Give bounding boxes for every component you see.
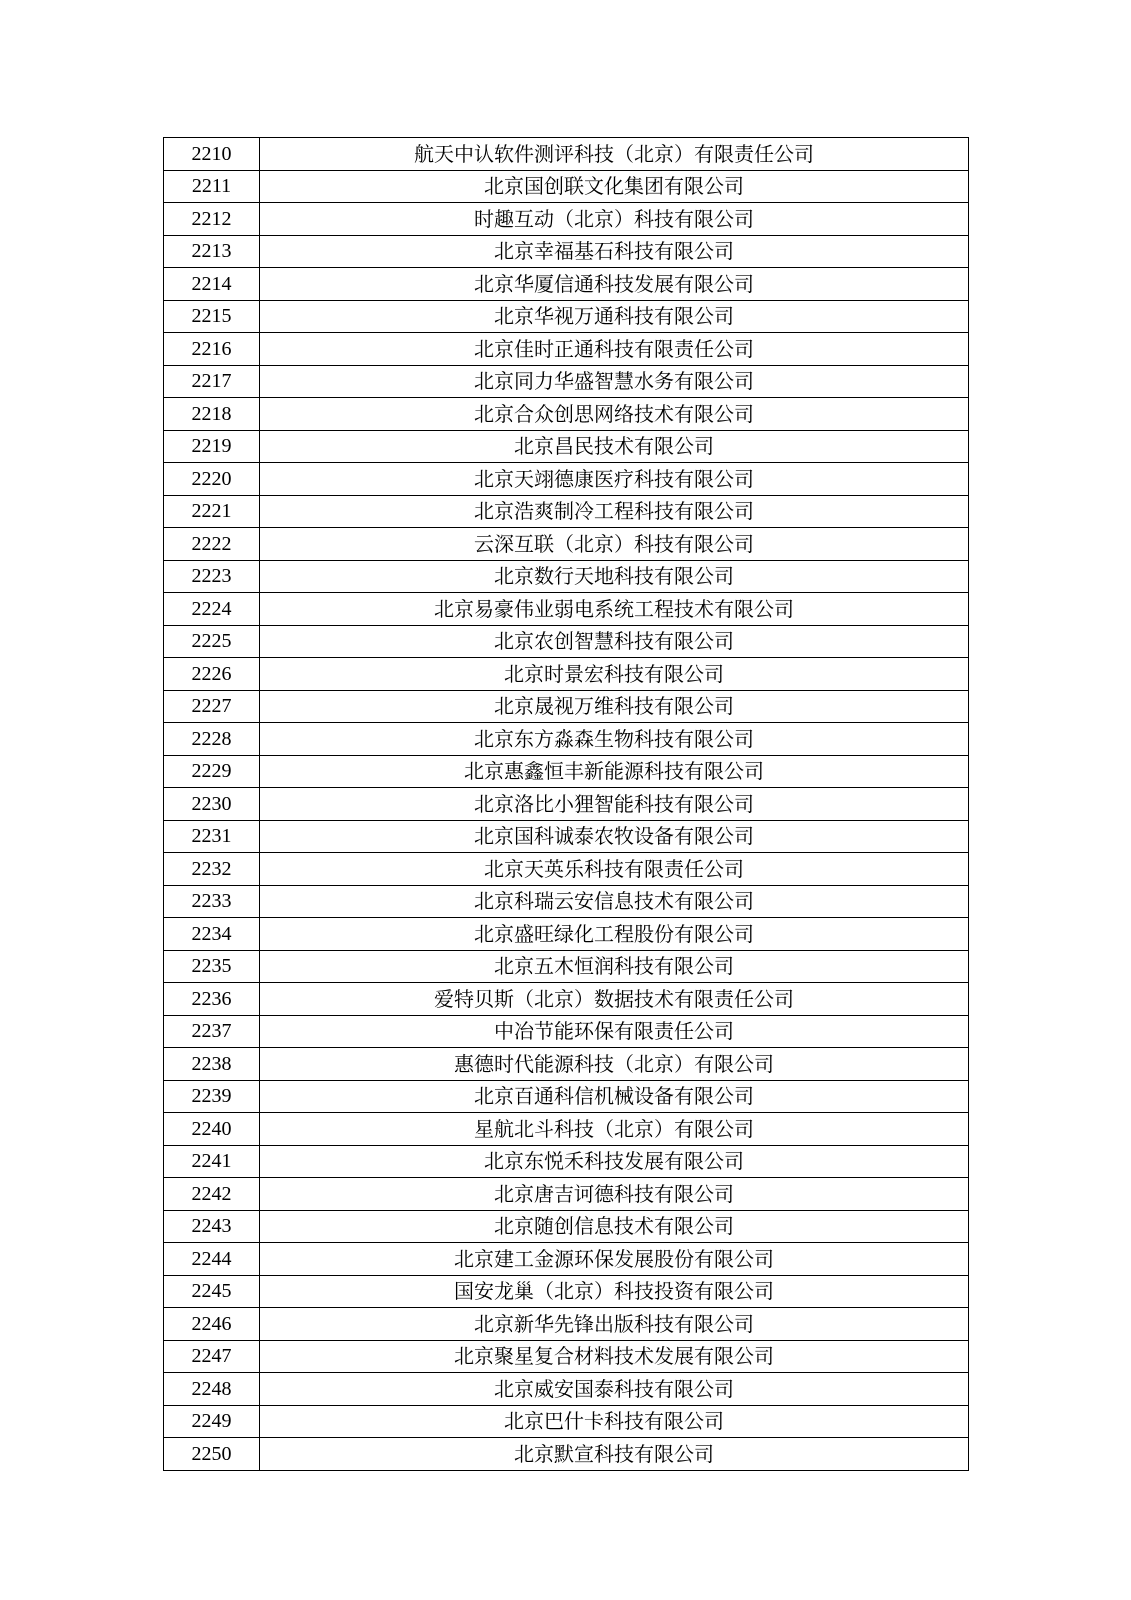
company-name-cell: 北京同力华盛智慧水务有限公司 [260, 365, 969, 398]
table-row [164, 723, 969, 756]
table-row [164, 398, 969, 431]
row-number-cell: 2217 [164, 365, 260, 398]
table-row [164, 365, 969, 398]
company-name-cell: 北京威安国泰科技有限公司 [260, 1373, 969, 1406]
row-number-cell: 2220 [164, 463, 260, 496]
table-row [164, 560, 969, 593]
row-number-cell: 2239 [164, 1080, 260, 1113]
row-number-cell: 2225 [164, 625, 260, 658]
company-name-cell: 北京新华先锋出版科技有限公司 [260, 1308, 969, 1341]
row-number-cell: 2221 [164, 495, 260, 528]
company-name-cell: 北京华厦信通科技发展有限公司 [260, 268, 969, 301]
row-number-cell: 2218 [164, 398, 260, 431]
company-name-cell: 中冶节能环保有限责任公司 [260, 1015, 969, 1048]
table-row [164, 235, 969, 268]
company-name-cell: 北京百通科信机械设备有限公司 [260, 1080, 969, 1113]
table-row [164, 1438, 969, 1471]
company-name-cell: 爱特贝斯（北京）数据技术有限责任公司 [260, 983, 969, 1016]
row-number-cell: 2230 [164, 788, 260, 821]
company-name-cell: 北京国创联文化集团有限公司 [260, 170, 969, 203]
company-name-cell: 北京国科诚泰农牧设备有限公司 [260, 820, 969, 853]
table-row [164, 1275, 969, 1308]
row-number-cell: 2222 [164, 528, 260, 561]
table-row [164, 1080, 969, 1113]
row-number-cell: 2216 [164, 333, 260, 366]
table-row [164, 885, 969, 918]
table-row [164, 1308, 969, 1341]
table-row [164, 203, 969, 236]
company-table [163, 137, 969, 1471]
company-name-cell: 北京默宣科技有限公司 [260, 1438, 969, 1471]
row-number-cell: 2219 [164, 430, 260, 463]
row-number-cell: 2215 [164, 300, 260, 333]
company-name-cell: 北京聚星复合材料技术发展有限公司 [260, 1340, 969, 1373]
company-name-cell: 北京易豪伟业弱电系统工程技术有限公司 [260, 593, 969, 626]
company-name-cell: 北京唐吉诃德科技有限公司 [260, 1178, 969, 1211]
company-name-cell: 北京科瑞云安信息技术有限公司 [260, 885, 969, 918]
row-number-cell: 2212 [164, 203, 260, 236]
table-row [164, 333, 969, 366]
company-name-cell: 北京幸福基石科技有限公司 [260, 235, 969, 268]
row-number-cell: 2249 [164, 1405, 260, 1438]
table-row [164, 983, 969, 1016]
company-name-cell: 北京佳时正通科技有限责任公司 [260, 333, 969, 366]
company-name-cell: 航天中认软件测评科技（北京）有限责任公司 [260, 138, 969, 171]
table-row [164, 658, 969, 691]
row-number-cell: 2247 [164, 1340, 260, 1373]
company-name-cell: 时趣互动（北京）科技有限公司 [260, 203, 969, 236]
table-row [164, 918, 969, 951]
table-row [164, 1048, 969, 1081]
company-name-cell: 北京合众创思网络技术有限公司 [260, 398, 969, 431]
company-name-cell: 北京东方淼森生物科技有限公司 [260, 723, 969, 756]
table-row [164, 1210, 969, 1243]
table-row [164, 1113, 969, 1146]
company-name-cell: 北京昌民技术有限公司 [260, 430, 969, 463]
table-row [164, 788, 969, 821]
table-row [164, 1405, 969, 1438]
row-number-cell: 2243 [164, 1210, 260, 1243]
table-row [164, 853, 969, 886]
company-name-cell: 惠德时代能源科技（北京）有限公司 [260, 1048, 969, 1081]
row-number-cell: 2214 [164, 268, 260, 301]
row-number-cell: 2231 [164, 820, 260, 853]
table-row [164, 300, 969, 333]
row-number-cell: 2236 [164, 983, 260, 1016]
row-number-cell: 2246 [164, 1308, 260, 1341]
company-name-cell: 北京巴什卡科技有限公司 [260, 1405, 969, 1438]
company-name-cell: 北京东悦禾科技发展有限公司 [260, 1145, 969, 1178]
company-name-cell: 北京洛比小狸智能科技有限公司 [260, 788, 969, 821]
row-number-cell: 2210 [164, 138, 260, 171]
row-number-cell: 2241 [164, 1145, 260, 1178]
row-number-cell: 2224 [164, 593, 260, 626]
table-row [164, 268, 969, 301]
row-number-cell: 2233 [164, 885, 260, 918]
company-name-cell: 北京天翊德康医疗科技有限公司 [260, 463, 969, 496]
row-number-cell: 2240 [164, 1113, 260, 1146]
table-row [164, 170, 969, 203]
company-name-cell: 北京五木恒润科技有限公司 [260, 950, 969, 983]
row-number-cell: 2211 [164, 170, 260, 203]
company-name-cell: 北京华视万通科技有限公司 [260, 300, 969, 333]
company-name-cell: 星航北斗科技（北京）有限公司 [260, 1113, 969, 1146]
company-name-cell: 北京天英乐科技有限责任公司 [260, 853, 969, 886]
row-number-cell: 2250 [164, 1438, 260, 1471]
row-number-cell: 2245 [164, 1275, 260, 1308]
row-number-cell: 2227 [164, 690, 260, 723]
row-number-cell: 2235 [164, 950, 260, 983]
row-number-cell: 2213 [164, 235, 260, 268]
company-name-cell: 北京时景宏科技有限公司 [260, 658, 969, 691]
row-number-cell: 2223 [164, 560, 260, 593]
table-row [164, 593, 969, 626]
company-name-cell: 北京惠鑫恒丰新能源科技有限公司 [260, 755, 969, 788]
company-name-cell: 北京浩爽制冷工程科技有限公司 [260, 495, 969, 528]
row-number-cell: 2226 [164, 658, 260, 691]
company-name-cell: 北京随创信息技术有限公司 [260, 1210, 969, 1243]
company-name-cell: 云深互联（北京）科技有限公司 [260, 528, 969, 561]
table-row [164, 1243, 969, 1276]
row-number-cell: 2244 [164, 1243, 260, 1276]
company-name-cell: 北京盛旺绿化工程股份有限公司 [260, 918, 969, 951]
row-number-cell: 2242 [164, 1178, 260, 1211]
row-number-cell: 2238 [164, 1048, 260, 1081]
row-number-cell: 2228 [164, 723, 260, 756]
table-row [164, 1373, 969, 1406]
table-row [164, 1178, 969, 1211]
row-number-cell: 2237 [164, 1015, 260, 1048]
company-name-cell: 北京农创智慧科技有限公司 [260, 625, 969, 658]
table-row [164, 1340, 969, 1373]
table-row [164, 625, 969, 658]
table-row [164, 690, 969, 723]
company-name-cell: 北京数行天地科技有限公司 [260, 560, 969, 593]
table-row [164, 1015, 969, 1048]
row-number-cell: 2232 [164, 853, 260, 886]
row-number-cell: 2248 [164, 1373, 260, 1406]
table-row [164, 495, 969, 528]
row-number-cell: 2229 [164, 755, 260, 788]
table-row [164, 755, 969, 788]
table-row [164, 528, 969, 561]
company-name-cell: 国安龙巢（北京）科技投资有限公司 [260, 1275, 969, 1308]
table-row [164, 1145, 969, 1178]
table-row [164, 138, 969, 171]
table-row [164, 820, 969, 853]
table-row [164, 430, 969, 463]
company-name-cell: 北京建工金源环保发展股份有限公司 [260, 1243, 969, 1276]
table-row [164, 463, 969, 496]
table-body [164, 138, 969, 1471]
row-number-cell: 2234 [164, 918, 260, 951]
table-row [164, 950, 969, 983]
company-name-cell: 北京晟视万维科技有限公司 [260, 690, 969, 723]
